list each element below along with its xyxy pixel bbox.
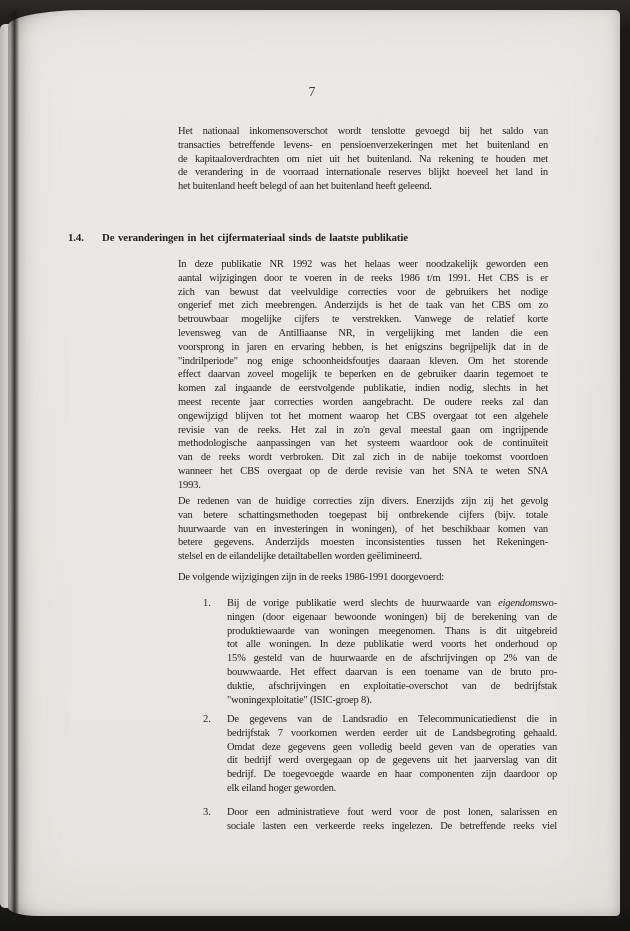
list-item-text [227,806,557,834]
text-line: bedrijfstak 7 voorkomen werden eerder uit de Landsbegroting gehaald. [227,727,557,739]
list-item-text [227,713,557,796]
text-line: de kapitaaloverdrachten om niet uit het buitenland. Na rekening te houden met [178,153,548,165]
text-line: 15% gesteld van de huurwaarde en de afschrijvingen op 2% van de [227,653,557,665]
text-line: wanneer het CBS overgaat op de derde revisie van het SNA te weten SNA [178,465,548,477]
text-line: zich van bewust dat veelvuldige correcties voor de gebruikers het nodige [178,286,548,298]
text-line: betrouwbaar mogelijke cijfers te verstrekken. Vanwege de relatief korte [178,314,548,326]
text-line: tot alle woningen. In deze publikatie werd voorts het onderhoud op [227,639,557,651]
section-heading [68,232,588,246]
text-line: bouwwaarde. Het effect daarvan is een toename van de bruto pro- [227,666,557,678]
paragraph-changes-intro [178,571,548,585]
text-line: transacties betreffende levens- en pensioenverzekeringen met het buitenland en [178,139,548,151]
text-line: De redenen van de huidige correcties zijn divers. Enerzijds zijn zij het gevolg [178,496,548,507]
text-line: het buitenland heeft belegd of aan het buitenland heeft geleend. [178,181,432,193]
text-line: De gegevens van de Landsradio en Telecommunicatiedienst die in [227,714,557,725]
text-line: produktiewaarde van woningen meegenomen. Thans is dit uitgebreid [227,625,557,637]
text-line: 1993. [178,479,201,491]
text-line: van betere schattingsmethoden toegepast bij ontbrekende cijfers (bijv. totale [178,509,548,521]
spine-crease-shadow [10,10,19,916]
text-line: De volgende wijzigingen zijn in de reeks 1986-1991 doorgevoerd: [178,572,444,583]
text-line: meest recente jaar correcties worden aangebracht. De oudere reeks zal dan [178,396,548,408]
text-line: effect daarvan zoveel mogelijk te beperken en de gebruiker daarin tegemoet te [178,369,548,381]
text-line: elk eiland hoger geworden. [227,782,337,794]
list-item [203,597,557,707]
list-item-number: 2. [203,714,211,725]
text-line: revisie van de reeks. Het zal in zo'n geval meestal gaan om ingrijpende [178,424,548,436]
text-line: Bij de vorige publikatie werd slechts de huurwaarde van eigendomswo- [227,598,557,609]
text-line: komen zal ingaande de eerstvolgende publikatie, indien nodig, slechts in het [178,383,548,395]
text-line: "woningexploitatie" (ISIC-groep 8). [227,694,372,706]
text-line: dit bedrijf werd overgegaan op de gegevens uit het jaarverslag van dit [227,755,557,767]
text-line: betere gegevens. Anderzijds moesten inconsistenties tussen het Rekeningen- [178,537,548,549]
section-number: 1.4. [68,232,84,244]
text-line: sociale lasten een verkeerde reeks ingelezen. De betreffende reeks viel [227,820,557,832]
text-line: Het nationaal inkomensoverschot wordt tenslotte gevoegd bij het saldo van [178,126,548,137]
text-line: ongerief met zich meebrengen. Anderzijds is het de taak van het CBS om zo [178,300,548,312]
text-line: huurwaarde van en investeringen in woningen), of het beschikbaar komen van [178,523,548,535]
text-line: stelsel en de eilandelijke detailtabellen worden geëlimineerd. [178,551,422,563]
text-line: "indrilperiode" nog enige schoonheidsfoutjes daaraan kleven. Om het storende [178,355,548,367]
section-title: De veranderingen in het cijfermateriaal sinds de laatste publikatie [102,232,408,244]
text-line: de verandering in de voorraad internationale reserves blijkt hoeveel het land in [178,167,548,179]
page-number: 7 [308,84,316,99]
text-line: In deze publikatie NR 1992 was het helaas weer noodzakelijk geworden een [178,259,548,270]
text-line: bedrijf. De toegevoegde waarde en haar componenten zijn daardoor op [227,769,557,781]
paragraph-reasons [178,495,548,564]
intro-paragraph [178,125,548,194]
paragraph-revisions [178,258,548,493]
text-line: voorsprong in jaren en ervaring hebben, is het enigszins begrijpelijk dat in de [178,341,548,353]
text-line: van de reeks wordt verbroken. Dit zal zich in de nabije toekomst voordoen [178,452,548,464]
list-item-number: 1. [203,598,211,609]
list-item [203,713,557,796]
text-line: ongewijzigd blijven tot het moment waarop het CBS overgaat tot een algehele [178,410,548,422]
text-line: methodologische aanpassingen van het systeem waardoor ook de continuïteit [178,438,548,450]
text-line: duktie, afschrijvingen en exploitatie-overschot van de bedrijfstak [227,680,557,692]
text-line: Door een administratieve fout werd voor de post lonen, salarissen en [227,807,557,818]
text-line: Omdat deze gegevens geen volledig beeld geven van de operaties van [227,741,557,753]
list-item-text [227,597,557,707]
text-line: aantal wijzigingen door te voeren in de reeks 1986 t/m 1991. Het CBS is er [178,272,548,284]
list-item-number: 3. [203,807,211,818]
scanned-page [8,10,620,916]
text-line: levensweg van de Antilliaanse NR, in vergelijking met landen die een [178,327,548,339]
list-item [203,806,557,834]
text-line: ningen (door eigenaar bewoonde woningen) bij de berekening van de [227,611,557,623]
